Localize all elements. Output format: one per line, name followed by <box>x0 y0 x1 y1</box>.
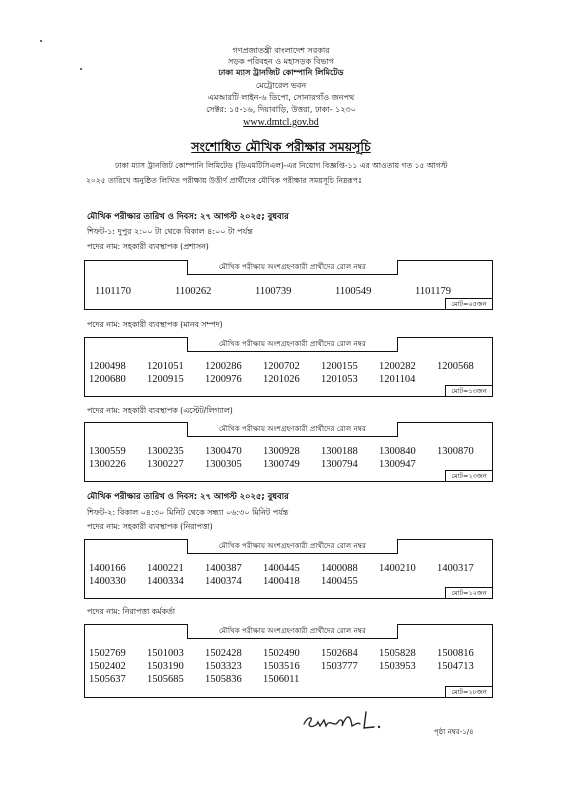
exam-date-1: মৌখিক পরীক্ষার তারিখ ও দিবস: ২৭ আগস্ট ২০২৫; বুধবার <box>87 211 289 221</box>
post-name: পদের নাম: নিরাপত্তা কর্মকর্তা <box>87 607 176 616</box>
total-count: মোট=০৫জন <box>445 298 493 310</box>
roll-number: 1200282 <box>379 361 416 372</box>
roll-number: 1300226 <box>89 459 126 470</box>
roll-number: 1503777 <box>321 661 358 672</box>
page-title: সংশোধিত মৌখিক পরীক্ষার সময়সূচি <box>191 139 371 154</box>
address-line: এমআরটি লাইন-৬ ডিপো, সোনারগাঁও জনপথ <box>207 93 355 102</box>
roll-number: 1300928 <box>263 446 300 457</box>
total-count: মোট=১৩জন <box>445 385 493 397</box>
post-name: পদের নাম: সহকারী ব্যবস্থাপক (মানব সম্পদ) <box>87 320 223 329</box>
roll-number: 1101179 <box>415 286 451 297</box>
website-link[interactable]: www.dmtcl.gov.bd <box>243 117 319 128</box>
roll-number: 1300749 <box>263 459 300 470</box>
signature <box>300 706 390 740</box>
roll-number: 1400166 <box>89 563 126 574</box>
roll-number: 1503516 <box>263 661 300 672</box>
table-header: মৌখিক পরীক্ষায় অংশগ্রহণকারী প্রার্থীদের রোল নম্বর <box>187 624 398 639</box>
total-count: মোট=১২জন <box>445 587 493 599</box>
roll-number: 1300840 <box>379 446 416 457</box>
roll-number: 1200498 <box>89 361 126 372</box>
table-header: মৌখিক পরীক্ষায় অংশগ্রহণকারী প্রার্থীদের রোল নম্বর <box>187 422 398 437</box>
roll-number: 1100549 <box>335 286 372 297</box>
roll-number: 1200680 <box>89 374 126 385</box>
roll-number: 1501003 <box>147 648 184 659</box>
roll-number: 1400374 <box>205 576 242 587</box>
table-header: মৌখিক পরীক্ষায় অংশগ্রহণকারী প্রার্থীদের রোল নম্বর <box>187 539 398 554</box>
roll-number: 1300227 <box>147 459 184 470</box>
roll-number: 1502428 <box>205 648 242 659</box>
roll-number: 1505685 <box>147 674 184 685</box>
roll-number: 1400088 <box>321 563 358 574</box>
post-name: পদের নাম: সহকারী ব্যবস্থাপক (নিরাপত্তা) <box>87 522 213 531</box>
roll-number: 1500816 <box>437 648 474 659</box>
sector-address: সেক্টর: ১৫-১৬, দিয়াবাড়ি, উত্তরা, ঢাকা- ১২৩০ <box>206 105 356 114</box>
roll-number: 1201051 <box>147 361 184 372</box>
roll-table <box>84 624 493 698</box>
total-count: মোট=১৩জন <box>445 470 493 482</box>
roll-number: 1502684 <box>321 648 358 659</box>
roll-number: 1201026 <box>263 374 300 385</box>
shift-2: শিফট-২: বিকাল ০৪:৩০ মিনিট থেকে সন্ধ্যা ০৬:৩০ মিনিট পর্যন্ত <box>87 508 289 517</box>
roll-number: 1100262 <box>175 286 212 297</box>
roll-number: 1502490 <box>263 648 300 659</box>
division-name: সড়ক পরিবহন ও মহাসড়ক বিভাগ <box>227 57 335 66</box>
roll-number: 1505637 <box>89 674 126 685</box>
roll-number: 1502769 <box>89 648 126 659</box>
roll-number: 1400221 <box>147 563 184 574</box>
total-count: মোট=১৮জন <box>445 686 493 698</box>
govt-name: গণপ্রজাতন্ত্রী বাংলাদেশ সরকার <box>232 46 330 55</box>
shift-1: শিফট-১: দুপুর ২:০০ টা থেকে বিকাল ৪:০০ টা পর্যন্ত <box>87 227 253 236</box>
roll-number: 1101170 <box>95 286 131 297</box>
roll-number: 1300470 <box>205 446 242 457</box>
roll-number: 1400317 <box>437 563 474 574</box>
scan-speck <box>80 68 82 70</box>
roll-number: 1200155 <box>321 361 358 372</box>
roll-table <box>84 337 493 397</box>
post-name: পদের নাম: সহকারী ব্যবস্থাপক (এস্টেট/লিগ্যাল) <box>87 406 233 415</box>
roll-number: 1201104 <box>379 374 416 385</box>
table-header: মৌখিক পরীক্ষায় অংশগ্রহণকারী প্রার্থীদের রোল নম্বর <box>187 337 398 352</box>
post-name: পদের নাম: সহকারী ব্যবস্থাপক (প্রশাসন) <box>87 242 209 251</box>
roll-number: 1400418 <box>263 576 300 587</box>
company-name: ঢাকা ম্যাস ট্রানজিট কোম্পানি লিমিটেড <box>218 68 344 77</box>
roll-number: 1400330 <box>89 576 126 587</box>
roll-number: 1201053 <box>321 374 358 385</box>
roll-number: 1503190 <box>147 661 184 672</box>
roll-number: 1400334 <box>147 576 184 587</box>
roll-number: 1503953 <box>379 661 416 672</box>
roll-number: 1506011 <box>263 674 300 685</box>
roll-number: 1200915 <box>147 374 184 385</box>
roll-number: 1300947 <box>379 459 416 470</box>
roll-number: 1300235 <box>147 446 184 457</box>
roll-number: 1200568 <box>437 361 474 372</box>
roll-number: 1200976 <box>205 374 242 385</box>
roll-number: 1502402 <box>89 661 126 672</box>
roll-number: 1200286 <box>205 361 242 372</box>
roll-number: 1300559 <box>89 446 126 457</box>
roll-table <box>84 422 493 482</box>
roll-number: 1400387 <box>205 563 242 574</box>
roll-number: 1200702 <box>263 361 300 372</box>
roll-number: 1300188 <box>321 446 358 457</box>
roll-number: 1400210 <box>379 563 416 574</box>
table-header: মৌখিক পরীক্ষায় অংশগ্রহণকারী প্রার্থীদের রোল নম্বর <box>187 260 398 275</box>
intro-line-2: ২০২৫ তারিখে অনুষ্ঠিত লিখিত পরীক্ষায় উত্তীর্ণ প্রার্থীদের মৌখিক পরীক্ষার সময়সূচি নিম্নরূপঃ <box>86 176 363 185</box>
roll-number: 1503323 <box>205 661 242 672</box>
scan-speck <box>40 40 42 42</box>
roll-number: 1300794 <box>321 459 358 470</box>
exam-date-2: মৌখিক পরীক্ষার তারিখ ও দিবস: ২৭ আগস্ট ২০২৫; বুধবার <box>87 491 289 501</box>
roll-number: 1400445 <box>263 563 300 574</box>
roll-number: 1504713 <box>437 661 474 672</box>
roll-number: 1400455 <box>321 576 358 587</box>
intro-line-1: ঢাকা ম্যাস ট্রানজিট কোম্পানি লিমিটেড (ডিএমটিসিএল)-এর নিয়োগ বিজ্ঞপ্তি-১১ এর আওতায় গত ১৫ আগস্ট <box>115 161 448 170</box>
page-number: পৃষ্ঠা নম্বর-১/৪ <box>434 728 474 736</box>
roll-number: 1505836 <box>205 674 242 685</box>
roll-number: 1100739 <box>255 286 292 297</box>
roll-number: 1300870 <box>437 446 474 457</box>
roll-number: 1300305 <box>205 459 242 470</box>
roll-table <box>84 260 493 310</box>
building-name: মেট্রোরেল ভবন <box>255 81 307 90</box>
roll-number: 1505828 <box>379 648 416 659</box>
roll-table <box>84 539 493 599</box>
signature-scribble <box>300 706 390 736</box>
